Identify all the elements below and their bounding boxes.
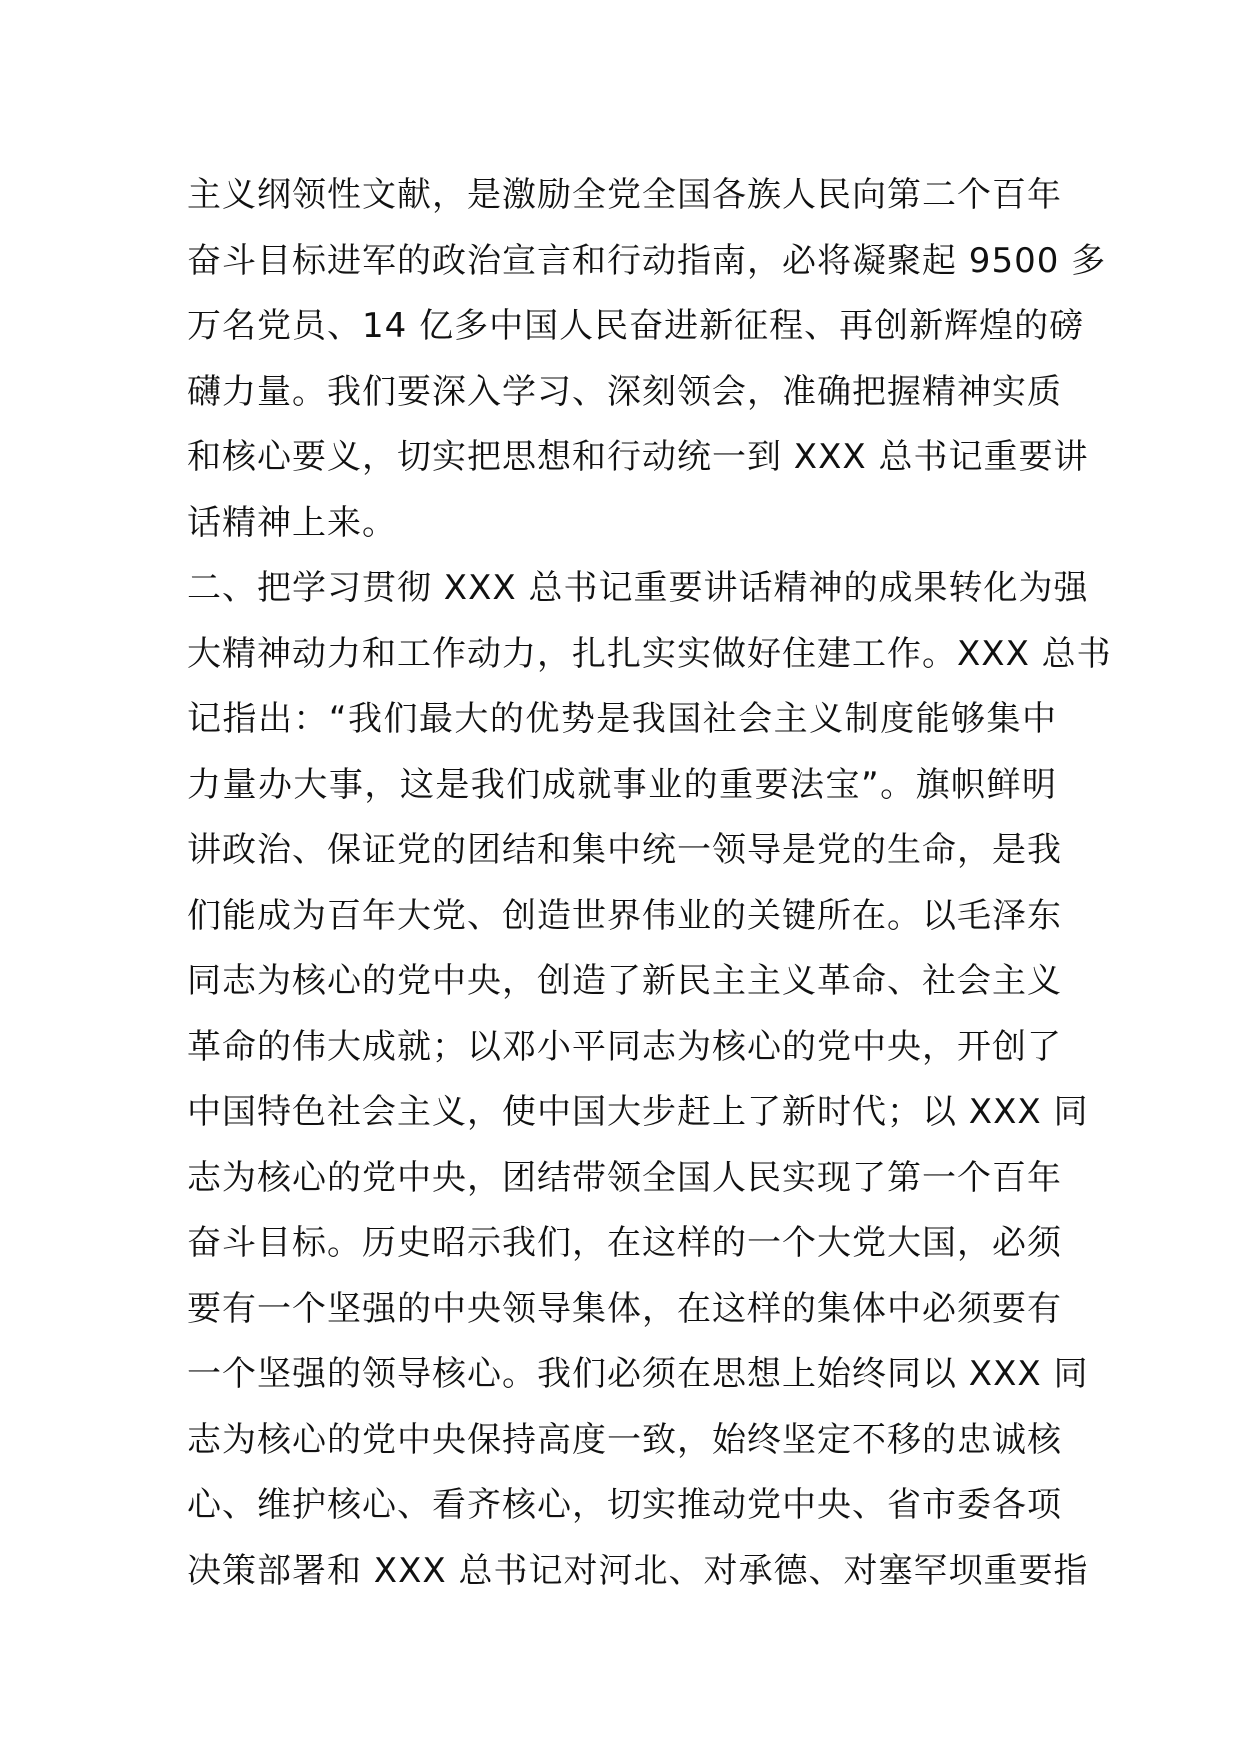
body-text <box>187 163 1112 1604</box>
text-line-13: 同志为核心的党中央，创造了新民主主义革命、社会主义 <box>187 961 1062 1001</box>
text-line-5: 和核心要义，切实把思想和行动统一到 XXX 总书记重要讲 <box>187 437 1089 477</box>
text-line-10: 力量办大事，这是我们成就事业的重要法宝”。旗帜鲜明 <box>187 764 1057 805</box>
text-line-18: 要有一个坚强的中央领导集体，在这样的集体中必须要有 <box>187 1288 1062 1329</box>
text-line-17: 奋斗目标。历史昭示我们，在这样的一个大党大国，必须 <box>187 1223 1062 1263</box>
text-line-14: 革命的伟大成就；以邓小平同志为核心的党中央，开创了 <box>187 1026 1062 1067</box>
text-line-9: 记指出：“我们最大的优势是我国社会主义制度能够集中 <box>187 699 1057 739</box>
text-line-1: 主义纲领性文献，是激励全党全国各族人民向第二个百年 <box>187 175 1062 215</box>
text-line-3: 万名党员、14 亿多中国人民奋进新征程、再创新辉煌的磅 <box>187 306 1085 346</box>
text-line-6: 话精神上来。 <box>187 502 397 543</box>
text-line-16: 志为核心的党中央，团结带领全国人民实现了第一个百年 <box>187 1157 1062 1198</box>
text-line-11: 讲政治、保证党的团结和集中统一领导是党的生命，是我 <box>187 830 1062 870</box>
text-line-22: 决策部署和 XXX 总书记对河北、对承德、对塞罕坝重要指 <box>187 1550 1089 1591</box>
text-line-8: 大精神动力和工作动力，扎扎实实做好住建工作。XXX 总书 <box>187 633 1112 674</box>
text-line-15: 中国特色社会主义，使中国大步赶上了新时代；以 XXX 同 <box>187 1092 1089 1132</box>
text-line-12: 们能成为百年大党、创造世界伟业的关键所在。以毛泽东 <box>187 895 1062 936</box>
text-line-21: 心、维护核心、看齐核心，切实推动党中央、省市委各项 <box>187 1485 1062 1525</box>
text-line-19: 一个坚强的领导核心。我们必须在思想上始终同以 XXX 同 <box>187 1354 1089 1394</box>
text-line-2: 奋斗目标进军的政治宣言和行动指南，必将凝聚起 9500 多 <box>187 240 1107 281</box>
text-line-20: 志为核心的党中央保持高度一致，始终坚定不移的忠诚核 <box>187 1419 1062 1460</box>
text-line-4: 礴力量。我们要深入学习、深刻领会，准确把握精神实质 <box>187 371 1062 412</box>
section-heading-line: 二、把学习贯彻 XXX 总书记重要讲话精神的成果转化为强 <box>187 568 1089 608</box>
